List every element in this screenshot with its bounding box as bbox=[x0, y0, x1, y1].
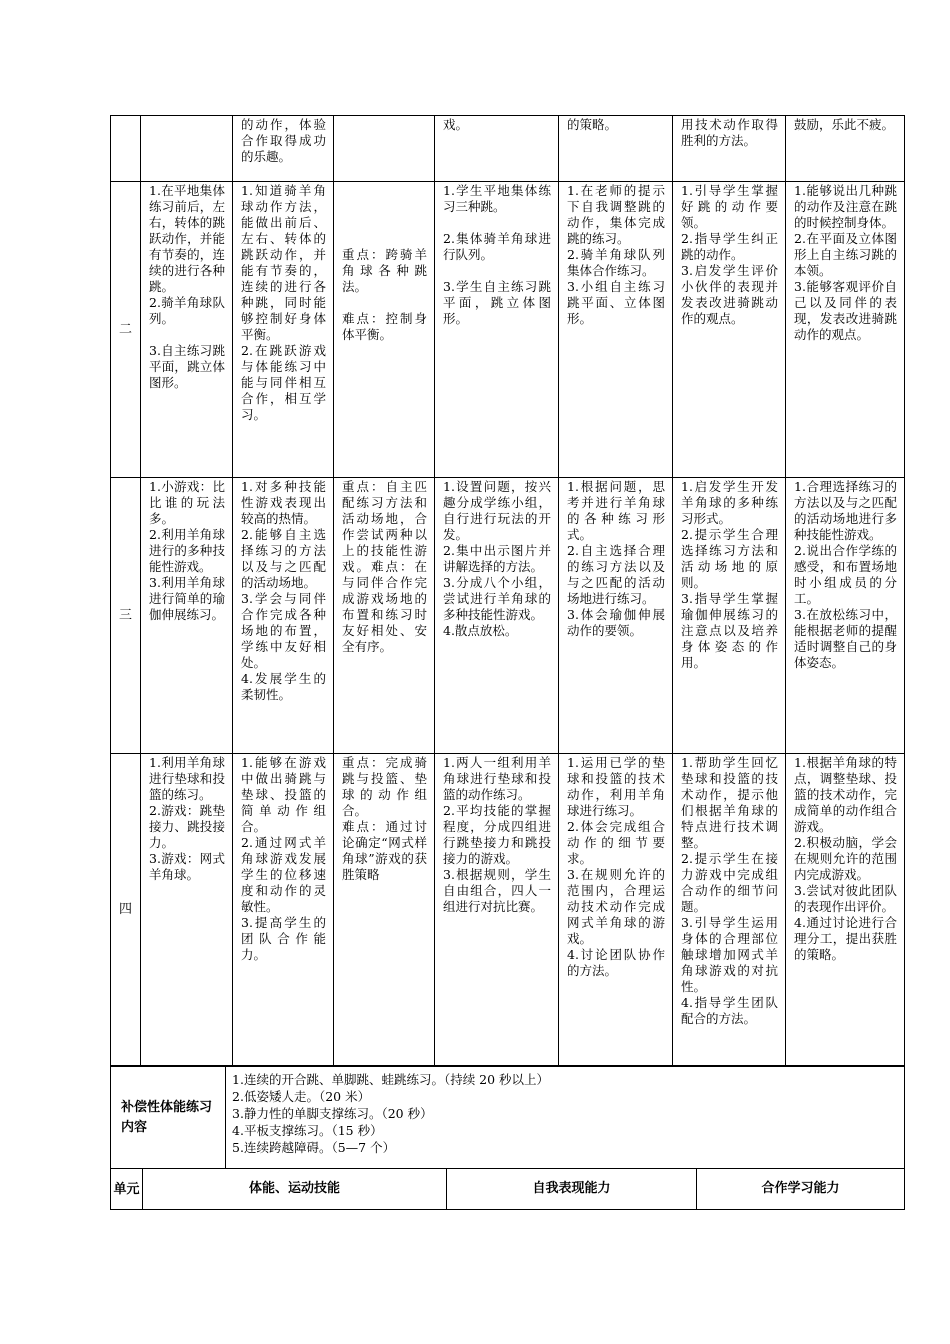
cell-line: 4.发展学生的柔韧性。 bbox=[241, 671, 326, 702]
cell-line: 3.游戏：网式羊角球。 bbox=[149, 851, 225, 882]
compensation-item: 5.连续跨越障碍。（5—7 个） bbox=[232, 1140, 396, 1155]
compensation-item: 2.低姿矮人走。（20 米） bbox=[232, 1089, 371, 1104]
cell-line bbox=[342, 231, 427, 247]
cell-line: 2.自主选择合理的练习方法以及与之匹配的活动场地进行练习。 bbox=[567, 543, 665, 606]
cell-line: 鼓励，乐此不疲。 bbox=[794, 117, 895, 132]
lesson-plan-table bbox=[110, 115, 905, 1066]
table-row bbox=[111, 116, 905, 182]
cell-line: 1.对多种技能性游戏表现出较高的热情。 bbox=[241, 479, 326, 526]
cell-line: 3.学会与同伴合作完成各种场地的布置，学练中友好相处。 bbox=[241, 591, 326, 670]
cell-line bbox=[149, 327, 225, 343]
compensation-item: 1.连续的开合跳、单脚跳、蛙跳练习。（持续 20 秒以上） bbox=[232, 1072, 550, 1087]
cell-line: 1.运用已学的垫球和投篮的技术动作，利用羊角球进行练习。 bbox=[567, 755, 665, 818]
compensation-item: 4.平板支撑练习。（15 秒） bbox=[232, 1123, 383, 1138]
cell-line: 1.两人一组利用羊角球进行垫球和投篮的动作练习。 bbox=[443, 755, 551, 802]
cell-line: 1.设置问题，按兴趣分成学练小组，自行进行玩法的开发。 bbox=[443, 479, 551, 542]
header-self-expression: 自我表现能力 bbox=[447, 1169, 697, 1210]
cell-line: 1.能够在游戏中做出骑跳与垫球、投篮的简单动作组合。 bbox=[241, 755, 326, 834]
cell-line: 2.骑羊角球队列。 bbox=[149, 295, 225, 326]
cell-line: 2.骑羊角球队列集体合作练习。 bbox=[567, 247, 665, 278]
student-activity-cell bbox=[559, 754, 673, 1066]
cell-line: 1.小游戏：比比谁的玩法多。 bbox=[149, 479, 225, 526]
cell-line: 3.根据规则，学生自由组合，四人一组进行对抗比赛。 bbox=[443, 867, 551, 914]
content-cell bbox=[141, 182, 233, 478]
compensation-table bbox=[110, 1066, 905, 1210]
cell-line bbox=[342, 295, 427, 311]
evaluation-cell bbox=[786, 754, 905, 1066]
cell-line: 2.利用羊角球进行的多种技能性游戏。 bbox=[149, 527, 225, 574]
cell-line: 2.能够自主选择练习的方法以及与之匹配的活动场地。 bbox=[241, 527, 326, 590]
cell-line: 3.引导学生运用身体的合理部位触球增加网式羊角球游戏的对抗性。 bbox=[681, 915, 778, 994]
cell-line: 3.启发学生评价小伙伴的表现并发表改进骑跳动作的观点。 bbox=[681, 263, 778, 326]
cell-line: 2.集体骑羊角球进行队列。 bbox=[443, 231, 551, 262]
cell-line: 1.根据羊角球的特点，调整垫球、投篮的技术动作，完成简单的动作组合游戏。 bbox=[794, 755, 897, 834]
cell-line: 3.提高学生的团队合作能力。 bbox=[241, 915, 326, 962]
cell-line: 戏。 bbox=[443, 117, 469, 132]
cell-line: 3.在放松练习中，能根据老师的提醒适时调整自己的身体姿态。 bbox=[794, 607, 897, 670]
cell-line: 1.在老师的提示下自我调整跳的动作，集体完成跳的练习。 bbox=[567, 183, 665, 246]
cell-line: 3.小组自主练习跳平面、立体图形。 bbox=[567, 279, 665, 326]
cell-line: 3.体会瑜伽伸展动作的要领。 bbox=[567, 607, 665, 638]
table-row bbox=[111, 182, 905, 478]
key-point-cell bbox=[334, 754, 435, 1066]
cell-line: 1.帮助学生回忆垫球和投篮的技术动作，提示他们根据羊角球的特点进行技术调整。 bbox=[681, 755, 778, 850]
cell-line: 3.学生自主练习跳平面，跳立体图形。 bbox=[443, 279, 551, 326]
cell-line: 难点：控制身体平衡。 bbox=[342, 311, 427, 342]
unit-number: 四 bbox=[111, 754, 141, 1066]
key-point-cell bbox=[334, 116, 435, 182]
cell-line: 的动作，体验合作取得成功的乐趣。 bbox=[241, 117, 326, 164]
student-activity-cell bbox=[559, 478, 673, 754]
cell-line: 2.在平面及立体图形上自主练习跳的本领。 bbox=[794, 231, 897, 278]
table-row bbox=[111, 478, 905, 754]
cell-line: 2.说出合作学练的感受，和布置场地时小组成员的分工。 bbox=[794, 543, 897, 606]
cell-line: 2.指导学生纠正跳的动作。 bbox=[681, 231, 778, 262]
header-cooperation: 合作学习能力 bbox=[697, 1169, 905, 1210]
student-activity-cell bbox=[559, 116, 673, 182]
key-point-cell bbox=[334, 182, 435, 478]
goal-cell bbox=[233, 478, 334, 754]
cell-line: 的策略。 bbox=[567, 117, 618, 132]
cell-line: 2.平均技能的掌握程度，分成四组进行跳垫接力和跳投接力的游戏。 bbox=[443, 803, 551, 866]
cell-line: 重点：完成骑跳与投篮、垫球的动作组合。 bbox=[342, 755, 427, 818]
unit-number: 三 bbox=[111, 478, 141, 754]
teacher-guidance-cell bbox=[673, 182, 786, 478]
header-physical-skills: 体能、运动技能 bbox=[143, 1169, 447, 1210]
cell-line: 3.在规则允许的范围内，合理运动技术动作完成网式羊角球的游戏。 bbox=[567, 867, 665, 946]
goal-cell bbox=[233, 754, 334, 1066]
cell-line: 2.游戏：跳垫接力、跳投接力。 bbox=[149, 803, 225, 850]
cell-line: 2.在跳跃游戏与体能练习中能与同伴相互合作，相互学习。 bbox=[241, 343, 326, 422]
evaluation-cell bbox=[786, 182, 905, 478]
content-cell bbox=[141, 116, 233, 182]
footer-header-row bbox=[111, 1169, 905, 1210]
cell-line: 难点：通过讨论确定“网式样角球”游戏的获胜策略 bbox=[342, 819, 427, 882]
cell-line: 1.学生平地集体练习三种跳。 bbox=[443, 183, 551, 214]
teacher-guidance-cell bbox=[673, 478, 786, 754]
cell-line: 1.引导学生掌握好跳的动作要领。 bbox=[681, 183, 778, 230]
cell-line bbox=[342, 199, 427, 215]
cell-line bbox=[342, 183, 427, 199]
organization-cell bbox=[435, 116, 559, 182]
compensation-label: 补偿性体能练习内容 bbox=[111, 1067, 226, 1169]
unit-header: 单元 bbox=[111, 1169, 143, 1210]
cell-line: 2.通过网式羊角球游戏发展学生的位移速度和动作的灵敏性。 bbox=[241, 835, 326, 914]
cell-line: 3.利用羊角球进行简单的瑜伽伸展练习。 bbox=[149, 575, 225, 622]
compensation-item: 3.静力性的单脚支撑练习。（20 秒） bbox=[232, 1106, 433, 1121]
cell-line: 4.指导学生团队配合的方法。 bbox=[681, 995, 778, 1026]
cell-line: 2.提示学生合理选择练习方法和活动场地的原则。 bbox=[681, 527, 778, 590]
cell-line: 2.积极动脑，学会在规则允许的范围内完成游戏。 bbox=[794, 835, 897, 882]
cell-line: 2.体会完成组合动作的细节要求。 bbox=[567, 819, 665, 866]
cell-line: 3.指导学生掌握瑜伽伸展练习的注意点以及培养身体姿态的作用。 bbox=[681, 591, 778, 670]
cell-line: 3.分成八个小组，尝试进行羊角球的多种技能性游戏。 bbox=[443, 575, 551, 622]
cell-line: 重点：自主匹配练习方法和活动场地，合作尝试两种以上的技能性游戏。难点：在与同伴合作完成游戏场地的布置和练习时友好相处、安全有序。 bbox=[342, 479, 427, 654]
cell-line: 1.根据问题，思考并进行羊角球的各种练习形式。 bbox=[567, 479, 665, 542]
organization-cell bbox=[435, 754, 559, 1066]
cell-line: 1.利用羊角球进行垫球和投篮的练习。 bbox=[149, 755, 225, 802]
cell-line: 4.通过讨论进行合理分工，提出获胜的策略。 bbox=[794, 915, 897, 962]
key-point-cell bbox=[334, 478, 435, 754]
cell-line: 4.散点放松。 bbox=[443, 623, 518, 638]
cell-line: 1.启发学生开发羊角球的多种练习形式。 bbox=[681, 479, 778, 526]
goal-cell bbox=[233, 116, 334, 182]
table-row bbox=[111, 754, 905, 1066]
goal-cell bbox=[233, 182, 334, 478]
compensation-content bbox=[226, 1067, 905, 1169]
evaluation-cell bbox=[786, 478, 905, 754]
cell-line: 1.能够说出几种跳的动作及注意在跳的时候控制身体。 bbox=[794, 183, 897, 230]
cell-line bbox=[443, 263, 551, 279]
cell-line: 3.尝试对彼此团队的表现作出评价。 bbox=[794, 883, 897, 914]
organization-cell bbox=[435, 182, 559, 478]
content-cell bbox=[141, 754, 233, 1066]
cell-line: 1.知道骑羊角球动作方法，能做出前后、左右、转体的跳跃动作，并能有节奏的，连续的进行各种跳，同时能够控制好身体平衡。 bbox=[241, 183, 326, 342]
teacher-guidance-cell bbox=[673, 116, 786, 182]
cell-line: 2.提示学生在接力游戏中完成组合动作的细节问题。 bbox=[681, 851, 778, 914]
compensation-row bbox=[111, 1067, 905, 1169]
teacher-guidance-cell bbox=[673, 754, 786, 1066]
unit-number bbox=[111, 116, 141, 182]
cell-line: 2.集中出示图片并讲解选择的方法。 bbox=[443, 543, 551, 574]
content-cell bbox=[141, 478, 233, 754]
cell-line bbox=[443, 215, 551, 231]
cell-line: 3.自主练习跳平面，跳立体图形。 bbox=[149, 343, 225, 390]
cell-line: 1.在平地集体练习前后，左右，转体的跳跃动作，并能有节奏的，连续的进行各种跳。 bbox=[149, 183, 225, 294]
cell-line: 4.讨论团队协作的方法。 bbox=[567, 947, 665, 978]
cell-line: 用技术动作取得胜利的方法。 bbox=[681, 117, 778, 148]
evaluation-cell bbox=[786, 116, 905, 182]
cell-line bbox=[342, 215, 427, 231]
student-activity-cell bbox=[559, 182, 673, 478]
cell-line: 1.合理选择练习的方法以及与之匹配的活动场地进行多种技能性游戏。 bbox=[794, 479, 897, 542]
organization-cell bbox=[435, 478, 559, 754]
unit-number: 二 bbox=[111, 182, 141, 478]
cell-line: 重点：跨骑羊角球各种跳法。 bbox=[342, 247, 427, 294]
cell-line: 3.能够客观评价自己以及同伴的表现，发表改进骑跳动作的观点。 bbox=[794, 279, 897, 342]
